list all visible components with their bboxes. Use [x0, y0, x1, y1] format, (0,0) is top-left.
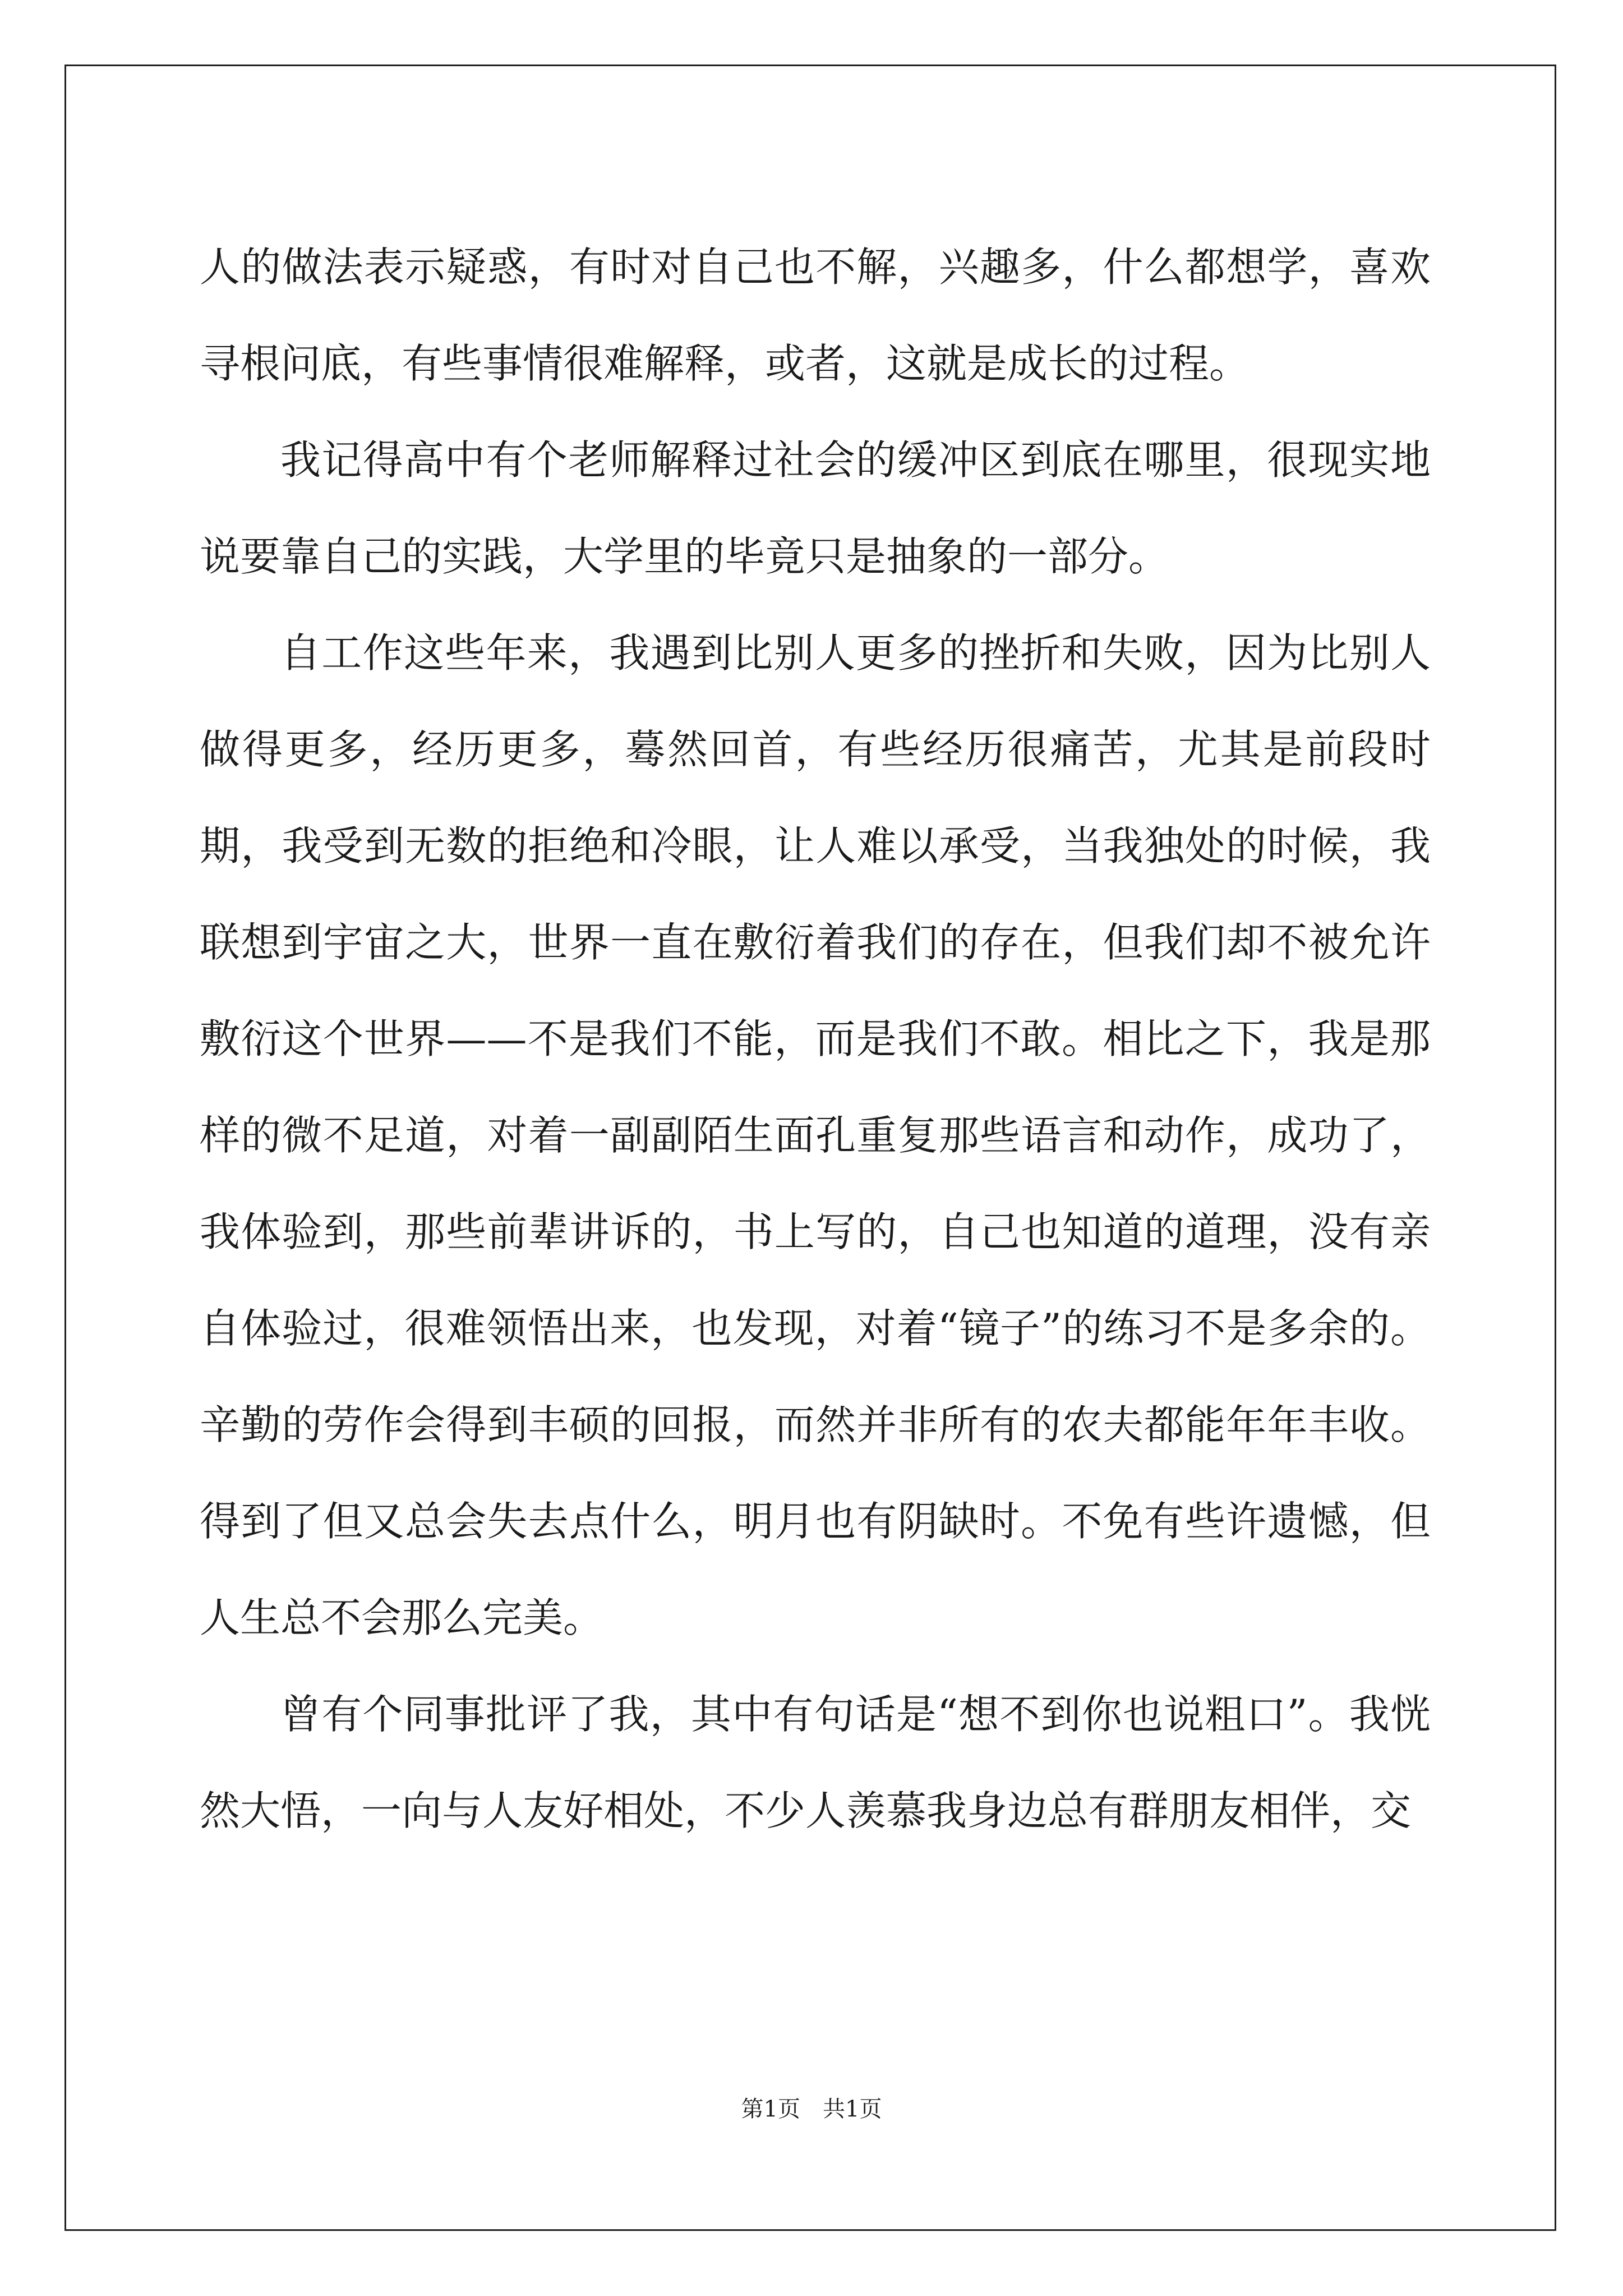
document-body	[200, 219, 1431, 1859]
paragraph-1: 人的做法表示疑惑，有时对自己也不解，兴趣多，什么都想学，喜欢寻根问底，有些事情很难解释，或者，这就是成长的过程。	[200, 243, 1431, 387]
paragraph-3: 自工作这些年来，我遇到比别人更多的挫折和失败，因为比别人做得更多，经历更多，蓦然回首，有些经历很痛苦，尤其是前段时期，我受到无数的拒绝和冷眼，让人难以承受，当我独处的时候，我联想到宇宙之大，世界一直在敷衍着我们的存在，但我们却不被允许敷衍这个世界——不是我们不能，而是我们不敢。相比之下，我是那样的微不足道，对着一副副陌生面孔重复那些语言和动作，成功了，我体验到，那些前辈讲诉的，书上写的，自己也知道的道理，没有亲自体验过，很难领悟出来，也发现，对着“镜子”的练习不是多余的。辛勤的劳作会得到丰硕的回报，而然并非所有的农夫都能年年丰收。得到了但又总会失去点什么，明月也有阴缺时。不免有些许遗憾，但人生总不会那么完美。	[200, 629, 1431, 1641]
paragraph-4: 曾有个同事批评了我，其中有句话是“想不到你也说粗口”。我恍然大悟，一向与人友好相处，不少人羡慕我身边总有群朋友相伴，交	[200, 1691, 1431, 1834]
paragraph-2: 我记得高中有个老师解释过社会的缓冲区到底在哪里，很现实地说要靠自己的实践，大学里的毕竟只是抽象的一部分。	[200, 436, 1431, 580]
page-number-footer: 第1页 共1页	[741, 2096, 882, 2122]
